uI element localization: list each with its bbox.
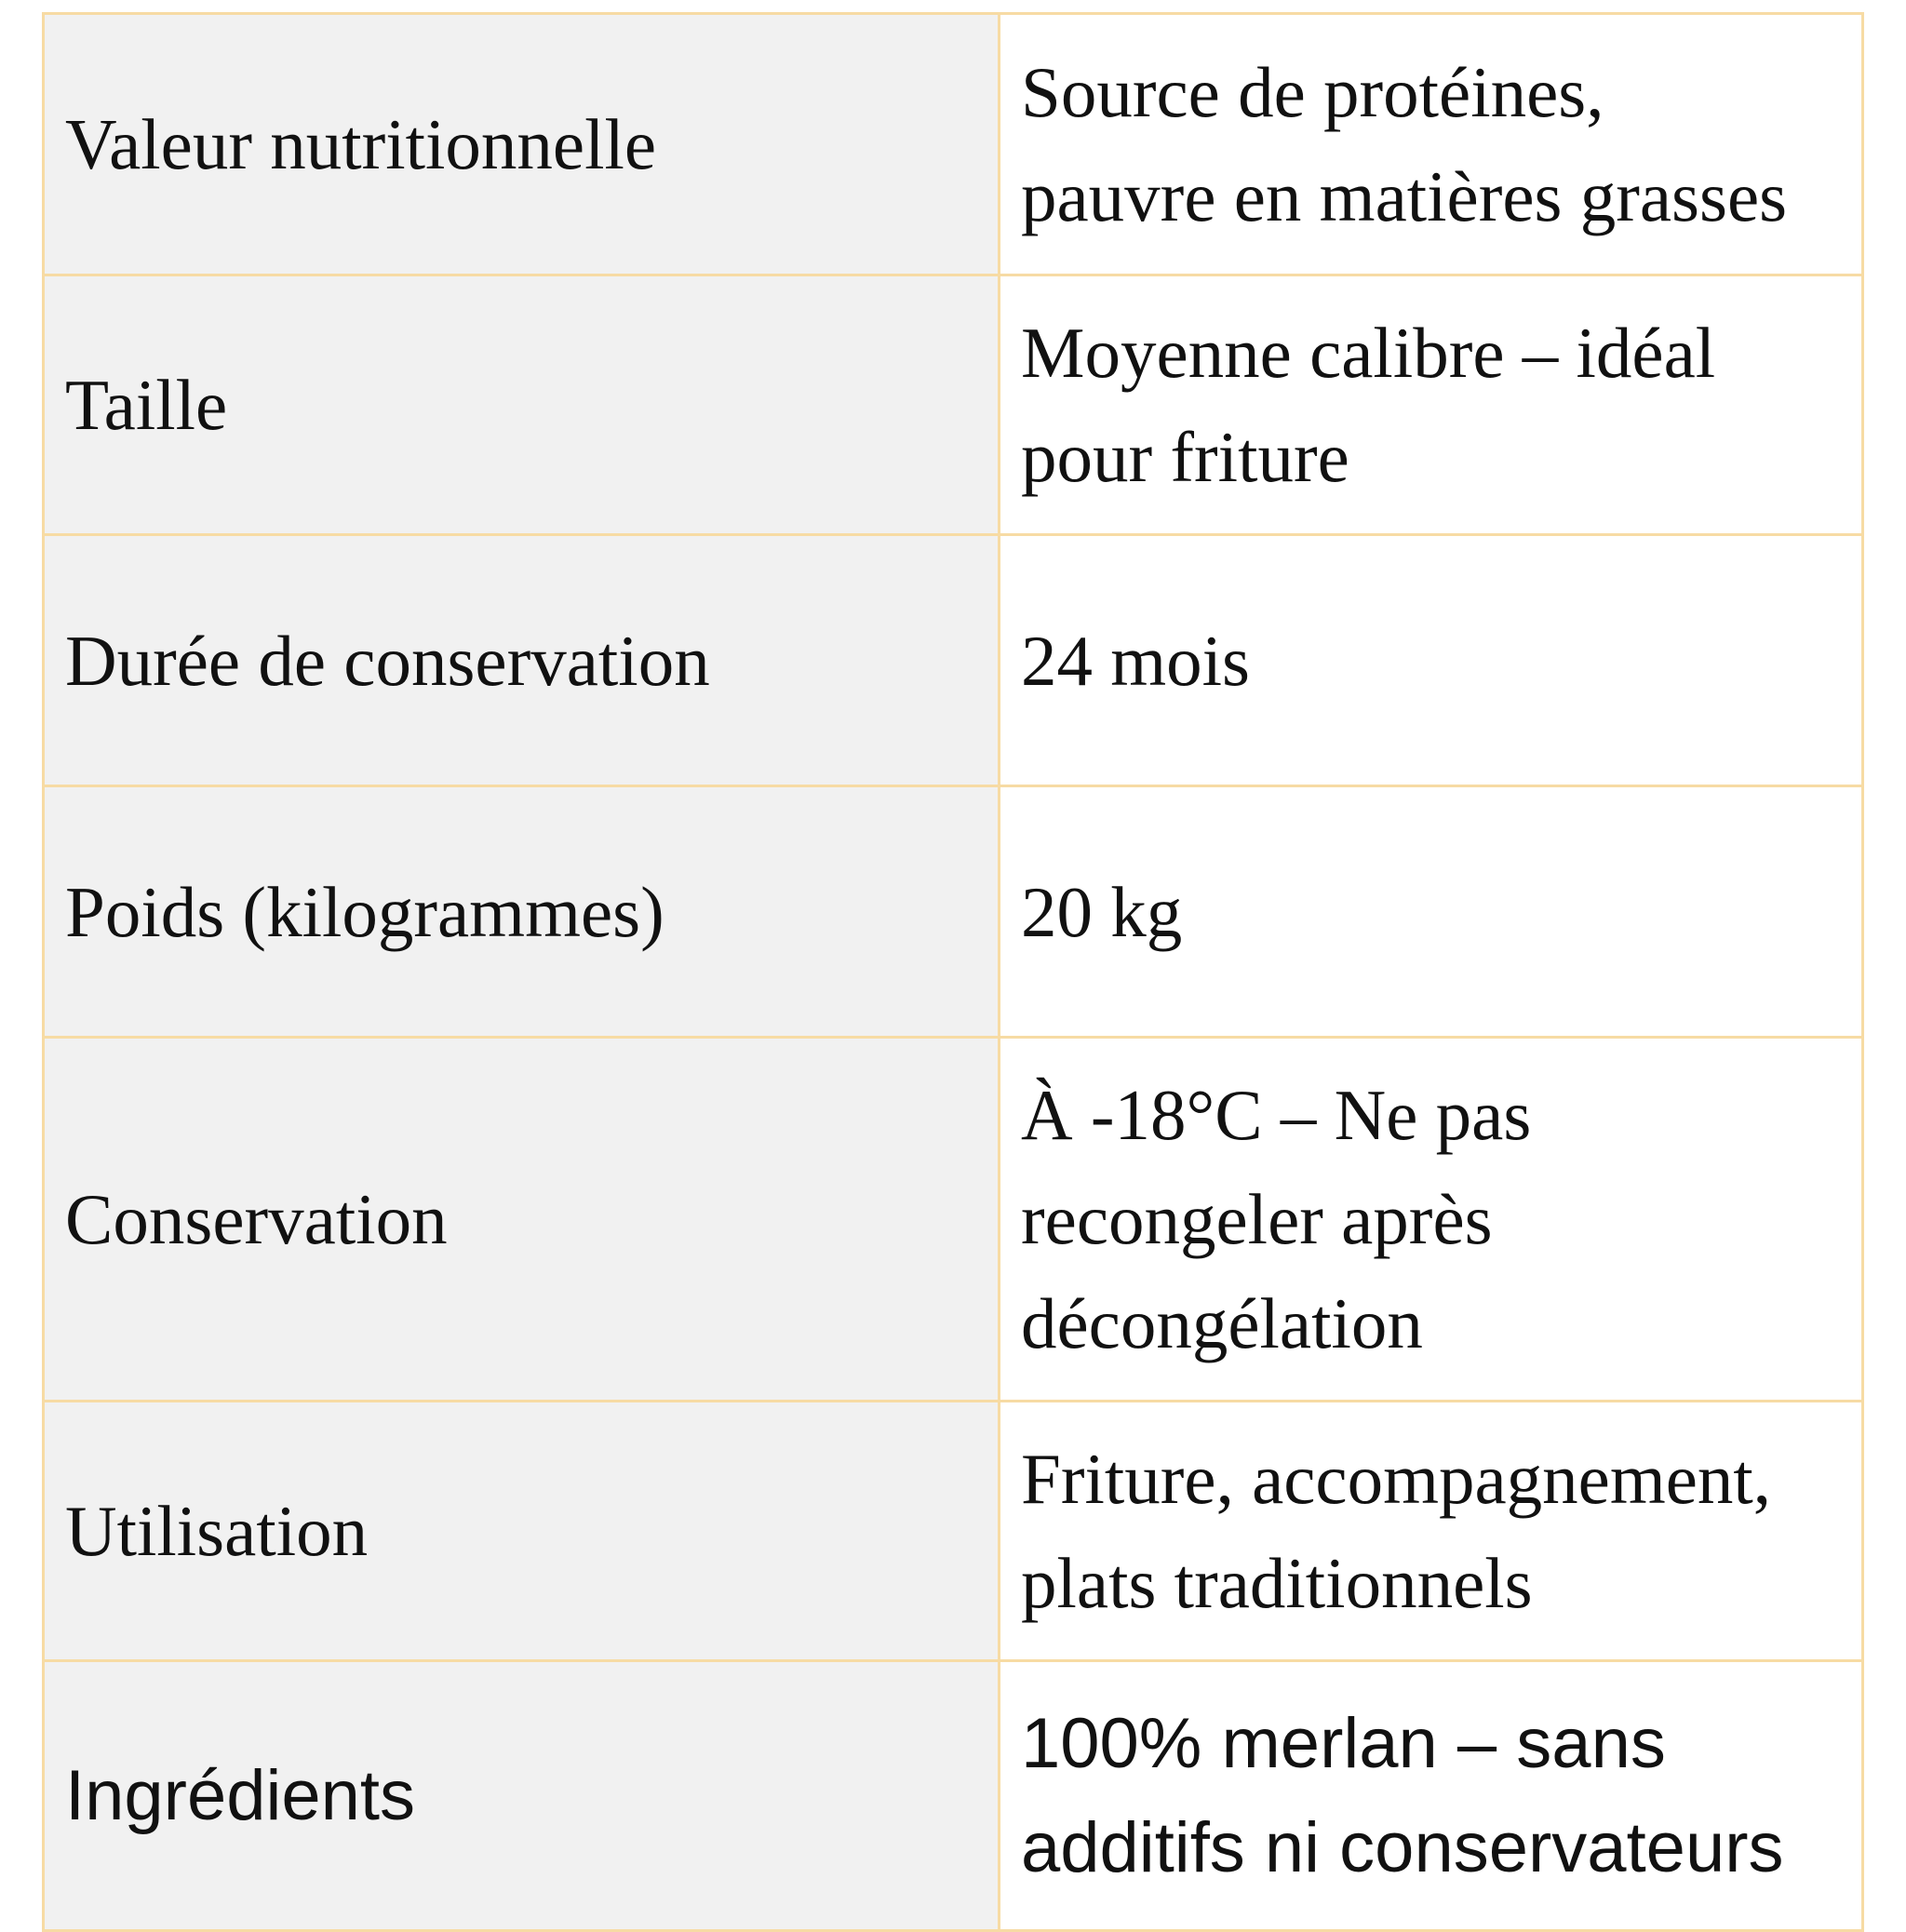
row-value (1000, 1402, 1863, 1661)
row-label: Taille (44, 275, 1000, 535)
row-value (1000, 1038, 1863, 1402)
table-row (44, 14, 1863, 275)
row-label: Poids (kilogrammes) (44, 786, 1000, 1038)
value-line: additifs ni conservateurs (1021, 1807, 1784, 1887)
value-line: 24 mois (1021, 620, 1251, 701)
table-row (44, 1038, 1863, 1402)
value-line: 20 kg (1021, 871, 1183, 952)
value-line: 100% merlan – sans (1021, 1703, 1666, 1783)
value-line: plats traditionnels (1021, 1543, 1533, 1623)
row-value (1000, 535, 1863, 786)
row-label: Ingrédients (44, 1661, 1000, 1931)
value-line: À -18°C – Ne pas (1021, 1075, 1532, 1155)
row-label: Utilisation (44, 1402, 1000, 1661)
row-value (1000, 14, 1863, 275)
value-line: pauvre en matières grasses (1021, 156, 1788, 236)
table-row (44, 275, 1863, 535)
row-label: Durée de conservation (44, 535, 1000, 786)
row-label: Conservation (44, 1038, 1000, 1402)
table-row (44, 1661, 1863, 1931)
table-row (44, 535, 1863, 786)
value-line: Source de protéines, (1021, 52, 1604, 132)
value-line: pour friture (1021, 417, 1349, 497)
value-line: recongeler après (1021, 1179, 1493, 1259)
product-spec-table (42, 12, 1864, 1932)
row-value (1000, 786, 1863, 1038)
table-row (44, 786, 1863, 1038)
table-row (44, 1402, 1863, 1661)
value-line: décongélation (1021, 1283, 1423, 1363)
row-value (1000, 275, 1863, 535)
row-value (1000, 1661, 1863, 1931)
row-label: Valeur nutritionnelle (44, 14, 1000, 275)
value-line: Moyenne calibre – idéal (1021, 313, 1716, 393)
value-line: Friture, accompagnement, (1021, 1439, 1772, 1519)
